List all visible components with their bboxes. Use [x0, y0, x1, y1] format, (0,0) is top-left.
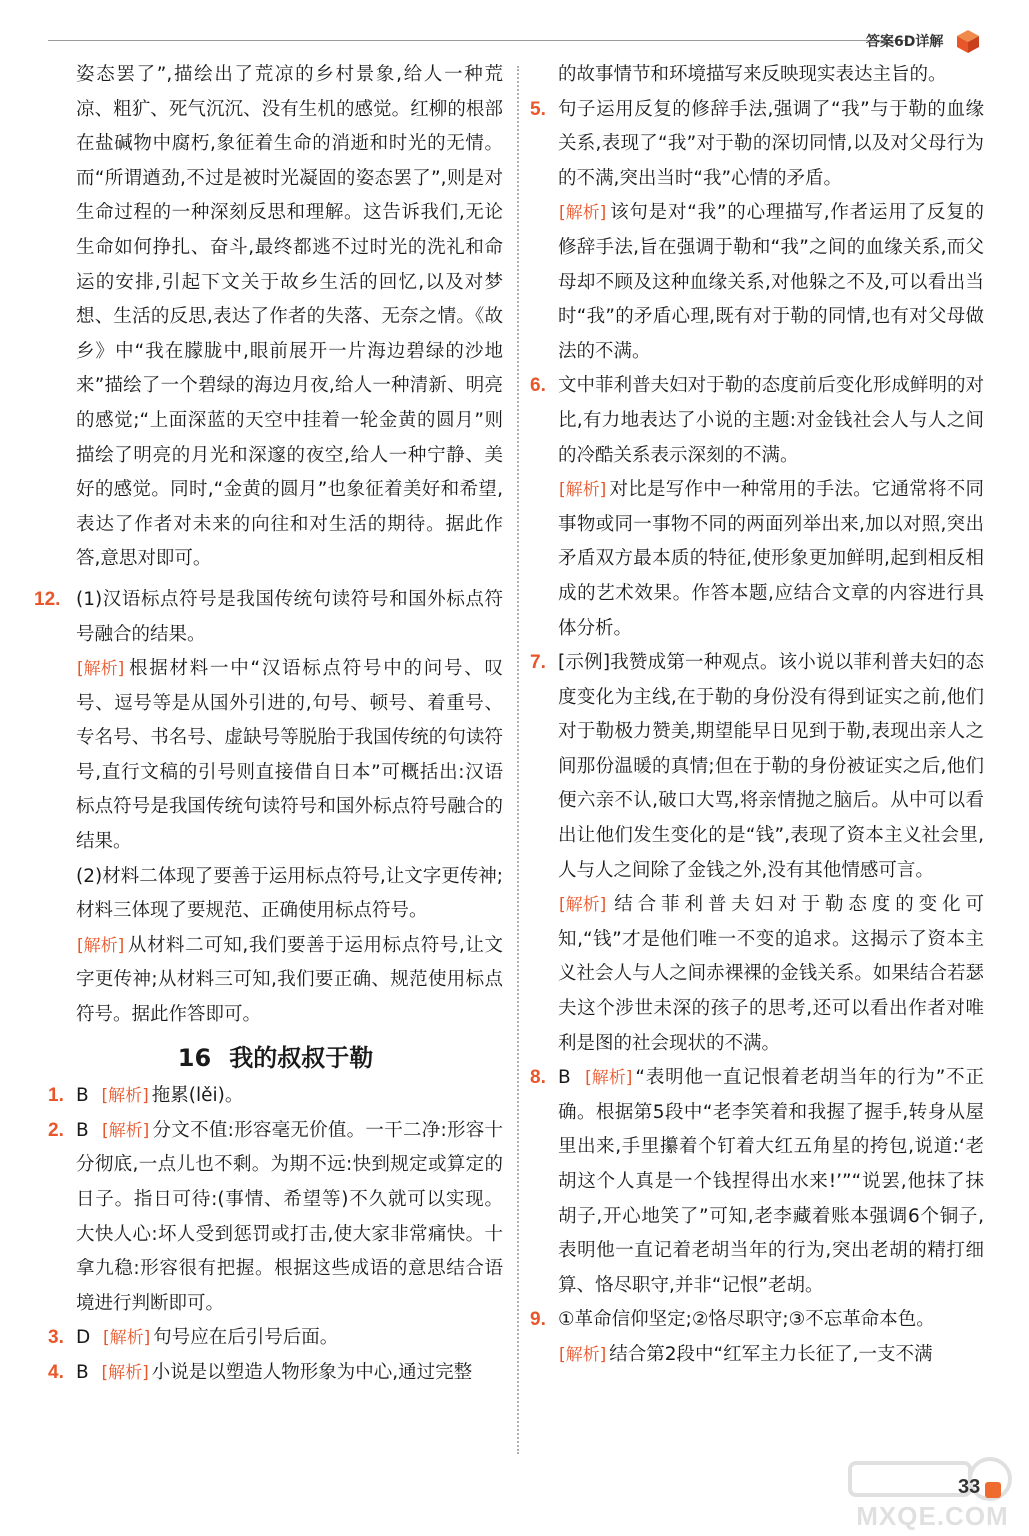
answer-12-part2: (2)材料二体现了要善于运用标点符号,让文字更传神;材料三体现了要规范、正确使用标点符号。 — [76, 865, 503, 922]
answer-choice: D — [76, 1327, 91, 1349]
analysis-tag: [ 解析 ] — [558, 1344, 607, 1366]
right-column — [530, 58, 984, 1373]
answer-choice: B — [558, 1067, 571, 1089]
explanation: 分文不值:形容毫无价值。一干二净:形容十分彻底,一点儿也不剩。为期不远:快到规定或算定的日子。指日可待:(事情、希望等)不久就可以实现。大快人心:坏人受到惩罚或打击,使大家非常痛快。十拿九稳:形容很有把握。根据这些成语的意思结合语境进行判断即可。 — [76, 1119, 504, 1314]
explanation-12-part1: [ 解析 ] 根据材料一中“汉语标点符号中的问号、叹号、逗号等是从国外引进的,句号、顿号、着重号、专名号、书名号、虚缺号等脱胎于我国传统的句读符号,直行文稿的引号则直接借自日本”可概括出:汉语标点符号是我国传统句读符号和国外标点符号融合的结果。 — [76, 652, 503, 860]
explanation: B [ 解析 ] “表明他一直记恨着老胡当年的行为”不正确。根据第5段中“老李笑着和我握了握手,转身从屋里出来,手里攥着个钉着大红五角星的挎包,说道:‘老胡这个人真是一个钱捏得出水来!’”“说罢,他抹了抹胡子,开心地笑了”可知,老李藏着账本强调6个铜子,表明他一直记着老胡当年的行为,突出老胡的精打细算、恪尽职守,并非“记恨”老胡。 — [558, 1061, 984, 1303]
explanation: [ 解析 ] 结合第2段中“红军主力长征了,一支不满 — [558, 1338, 984, 1373]
section-number: 16 — [177, 1043, 212, 1072]
page-number: 33 — [958, 1476, 981, 1498]
analysis-tag: [ 解析 ] — [558, 479, 607, 501]
analysis-tag: [ 解析 ] — [558, 202, 607, 224]
question-8 — [530, 1061, 984, 1303]
question-number: 2. — [48, 1119, 64, 1141]
question-2 — [48, 1114, 503, 1322]
question-3 — [48, 1321, 503, 1356]
explanation: 小说是以塑造人物形象为中心,通过完整 — [151, 1361, 473, 1383]
answer-choice: B — [76, 1085, 89, 1107]
watermark-text: MXQE.COM — [856, 1501, 1009, 1531]
header-label: 答案6D详解 — [866, 34, 944, 50]
cube-logo-icon — [955, 28, 981, 54]
question-9 — [530, 1303, 984, 1372]
left-column — [34, 58, 504, 1391]
question-number: 9. — [530, 1309, 546, 1331]
answer: ①革命信仰坚定;②恪尽职守;③不忘革命本色。 — [558, 1309, 935, 1331]
question-4 — [48, 1356, 503, 1391]
question-1 — [48, 1079, 503, 1114]
analysis-tag: [ 解析 ] — [584, 1067, 633, 1089]
continued-explanation: 的故事情节和环境描写来反映现实表达主旨的。 — [558, 64, 947, 85]
answer-12-part1: (1)汉语标点符号是我国传统句读符号和国外标点符号融合的结果。 — [76, 588, 503, 645]
question-7 — [530, 646, 984, 1061]
explanation: [ 解析 ] 对比是写作中一种常用的手法。它通常将不同事物或同一事物不同的两面列举出来,加以对照,突出矛盾双方最本质的特征,使形象更加鲜明,起到相反相成的艺术效果。作答本题,应结合文章的内容进行具体分析。 — [558, 473, 984, 646]
analysis-tag: [ 解析 ] — [558, 894, 607, 916]
answer: 文中菲利普夫妇对于勒的态度前后变化形成鲜明的对比,有力地表达了小说的主题:对金钱社会人与人之间的冷酷关系表示深刻的不满。 — [558, 375, 984, 466]
answer: [示例]我赞成第一种观点。该小说以菲利普夫妇的态度变化为主线,在于勒的身份没有得到证实之前,他们对于勒极力赞美,期望能早日见到于勒,表现出亲人之间那份温暖的真情;但在于勒的身份被证实之后,他们便六亲不认,破口大骂,将亲情抛之脑后。从中可以看出让他们发生变化的是“钱”,表现了资本主义社会里,人与人之间除了金钱之外,没有其他情感可言。 — [558, 652, 984, 881]
question-6 — [530, 369, 984, 646]
explanation: 拖累(lěi)。 — [151, 1085, 244, 1107]
question-number: 5. — [530, 98, 546, 120]
analysis-tag: [ 解析 ] — [76, 935, 125, 957]
page-marker-icon — [985, 1482, 1001, 1498]
section-title-text: 我的叔叔于勒 — [229, 1043, 374, 1072]
explanation: 句号应在后引号后面。 — [153, 1327, 339, 1349]
analysis-tag: [ 解析 ] — [76, 658, 125, 680]
question-12 — [34, 583, 503, 1033]
analysis-tag: [ 解析 ] — [101, 1120, 150, 1142]
section-title — [48, 1041, 503, 1076]
answer-choice: B — [76, 1119, 89, 1141]
question-number: 1. — [48, 1085, 64, 1107]
question-number: 3. — [48, 1327, 64, 1349]
header-rule — [48, 40, 908, 41]
question-number: 12. — [34, 588, 61, 610]
question-number: 4. — [48, 1361, 64, 1383]
explanation: [ 解析 ] 该句是对“我”的心理描写,作者运用了反复的修辞手法,旨在强调于勒和“我”之间的血缘关系,而父母却不顾及这种血缘关系,对他躲之不及,可以看出当时“我”的矛盾心理,既有对于勒的同情,也有对父母做法的不满。 — [558, 196, 984, 369]
analysis-tag: [ 解析 ] — [100, 1362, 149, 1384]
explanation-12-part2: [ 解析 ] 从材料二可知,我们要善于运用标点符号,让文字更传神;从材料三可知,我们要正确、规范使用标点符号。据此作答即可。 — [76, 929, 503, 1033]
answer: 句子运用反复的修辞手法,强调了“我”与于勒的血缘关系,表现了“我”对于勒的深切同情,以及对父母行为的不满,突出当时“我”心情的矛盾。 — [558, 98, 984, 189]
column-divider — [517, 66, 519, 1454]
question-number: 8. — [530, 1067, 546, 1089]
question-number: 6. — [530, 375, 546, 397]
analysis-tag: [ 解析 ] — [102, 1327, 151, 1349]
answer-choice: B — [76, 1361, 89, 1383]
analysis-tag: [ 解析 ] — [100, 1085, 149, 1107]
explanation: [ 解析 ] 结合菲利普夫妇对于勒态度的变化可知,“钱”才是他们唯一不变的追求。这揭示了资本主义社会人与人之间赤裸裸的金钱关系。如果结合若瑟夫这个涉世未深的孩子的思考,还可以看出作者对唯利是图的社会现状的不满。 — [558, 888, 984, 1061]
question-number: 7. — [530, 652, 546, 674]
continued-explanation: 姿态罢了”,描绘出了荒凉的乡村景象,给人一种荒凉、粗犷、死气沉沉、没有生机的感觉。红柳的根部在盐碱物中腐朽,象征着生命的消逝和时光的无情。而“所谓遒劲,不过是被时光凝固的姿态罢了”,则是对生命过程的一种深刻反思和理解。这告诉我们,无论生命如何挣扎、奋斗,最终都逃不过时光的洗礼和命运的安排,引起下文关于故乡生活的回忆,以及对梦想、生活的反思,表达了作者的失落、无奈之情。《故乡》中“我在朦胧中,眼前展开一片海边碧绿的沙地来”描绘了一个碧绿的海边月夜,给人一种清新、明亮的感觉;“上面深蓝的天空中挂着一轮金黄的圆月”则描绘了明亮的月光和深邃的夜空,给人一种宁静、美好的感觉。同时,“金黄的圆月”也象征着美好和希望,表达了作者对未来的向往和对生活的期待。据此作答,意思对即可。 — [76, 64, 503, 570]
question-5 — [530, 93, 984, 370]
